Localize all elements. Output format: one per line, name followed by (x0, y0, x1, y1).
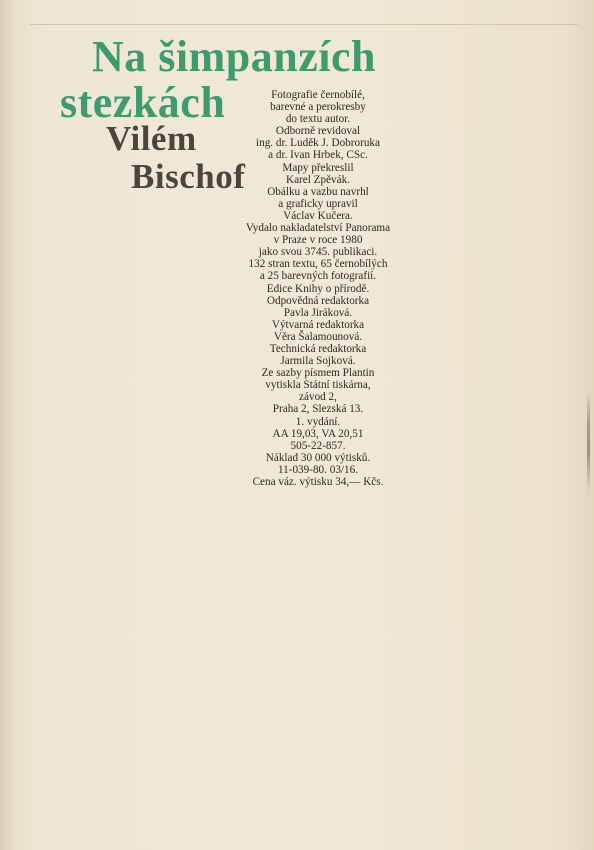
colophon-line: Obálku a vazbu navrhl (267, 185, 369, 198)
colophon-line: 132 stran textu, 65 černobílých (248, 258, 388, 271)
colophon-line: Karel Zpěvák. (286, 173, 350, 186)
colophon-line: 1. vydání. (295, 415, 341, 428)
colophon-line: Ze sazby písmem Plantin (261, 367, 375, 380)
colophon-line: 11-039-80. 03/16. (277, 463, 359, 476)
colophon (218, 89, 418, 488)
colophon-line: Praha 2, Slezská 13. (272, 403, 364, 416)
colophon-line: 505-22-857. (290, 439, 346, 452)
colophon-line: Odpovědná redaktorka (266, 294, 370, 307)
colophon-line: Jarmila Sojková. (280, 355, 356, 368)
colophon-line: Fotografie černobílé, (271, 89, 365, 101)
colophon-line: jako svou 3745. publikaci. (258, 246, 378, 259)
colophon-line: Václav Kučera. (283, 209, 353, 222)
colophon-line: ing. dr. Luděk J. Dobroruka (256, 137, 380, 150)
colophon-line: závod 2, (299, 391, 337, 404)
colophon-line: Cena váz. výtisku 34,— Kčs. (252, 476, 384, 488)
colophon-line: vytiskla Státní tiskárna, (265, 379, 371, 392)
colophon-line: Pavla Jiráková. (283, 306, 353, 319)
colophon-line: Edice Knihy o přírodě. (266, 282, 370, 295)
colophon-line: do textu autor. (285, 113, 351, 126)
colophon-line: Vydalo nakladatelství Panorama (245, 222, 391, 235)
colophon-line: barevné a perokresby (270, 101, 366, 114)
author-first-name: Vilém (106, 119, 197, 158)
colophon-line: Odborně revidoval (275, 125, 361, 138)
page-edge-mark (587, 392, 590, 492)
colophon-line: a dr. Ivan Hrbek, CSc. (268, 149, 368, 162)
colophon-line: Náklad 30 000 výtisků. (265, 451, 371, 464)
colophon-line: Mapy překreslil (282, 161, 354, 174)
colophon-line: Výtvarná redaktorka (271, 318, 365, 331)
top-rule (30, 24, 578, 25)
book-title-line-1: Na šimpanzích (92, 32, 376, 81)
colophon-line: a 25 barevných fotografií. (259, 270, 377, 283)
colophon-line: v Praze v roce 1980 (273, 234, 363, 247)
spine-shadow (0, 0, 14, 850)
colophon-line: a graficky upravil (278, 197, 358, 210)
colophon-line: Věra Šalamounová. (273, 330, 363, 343)
book-title-line-2: stezkách (60, 78, 226, 127)
colophon-line: AA 19,03, VA 20,51 (272, 427, 364, 440)
colophon-line: Technická redaktorka (269, 342, 367, 355)
author-last-name: Bischof (131, 157, 246, 196)
